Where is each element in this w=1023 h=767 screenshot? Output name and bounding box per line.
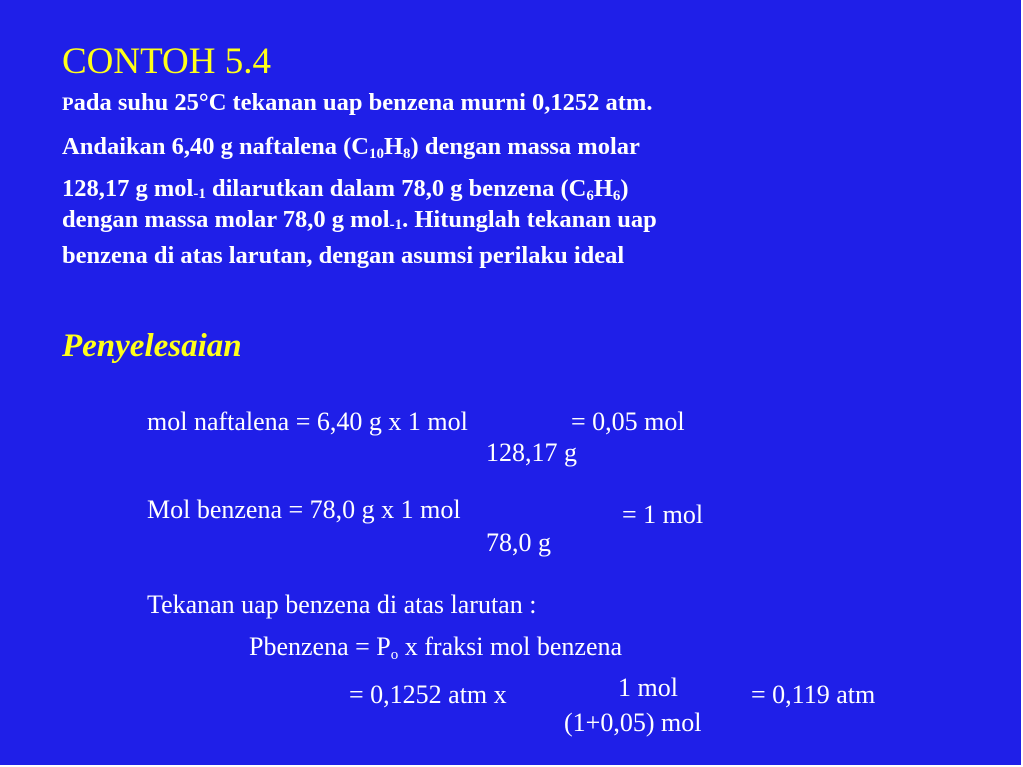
problem-line-4-part-b: . Hitunglah tekanan uap <box>402 206 657 233</box>
solution-heading: Penyelesaian <box>62 328 242 364</box>
naftalena-expression: mol naftalena = 6,40 g x 1 mol <box>147 407 468 436</box>
formula-part-a: Pbenzena = P <box>249 632 391 661</box>
formula-part-b: x fraksi mol benzena <box>398 632 623 661</box>
problem-line-3-part-d: ) <box>620 175 629 202</box>
subscript-c10: 10 <box>368 146 384 162</box>
problem-line-3-part-a: 128,17 g mol <box>62 175 194 202</box>
problem-line-2 <box>62 132 640 162</box>
benzena-denominator: 78,0 g <box>486 528 551 557</box>
problem-line-5: benzena di atas larutan, dengan asumsi perilaku ideal <box>62 242 625 269</box>
pressure-label: Tekanan uap benzena di atas larutan : <box>147 590 537 619</box>
formula-subscript-o: o <box>390 647 399 663</box>
pressure-formula <box>249 632 622 662</box>
final-numerator: 1 mol <box>618 673 678 702</box>
problem-line-3-part-b: dilarutkan dalam 78,0 g benzena (C <box>205 175 587 202</box>
final-result: = 0,119 atm <box>751 680 876 709</box>
exponent-mol-1-b: -1 <box>389 217 403 233</box>
subscript-c6: 6 <box>586 188 594 204</box>
naftalena-denominator: 128,17 g <box>486 438 577 467</box>
benzena-result: = 1 mol <box>622 500 704 529</box>
slide-title: CONTOH 5.4 <box>62 41 271 82</box>
exponent-mol-1: -1 <box>193 186 206 202</box>
subscript-h6: 6 <box>612 188 621 204</box>
final-lhs: = 0,1252 atm x <box>349 680 507 709</box>
final-denominator: (1+0,05) mol <box>564 708 702 737</box>
problem-line-1-text: ada suhu 25°C tekanan uap benzena murni 0,1252 atm. <box>73 89 653 116</box>
problem-line-1 <box>62 88 652 120</box>
problem-initial-letter: P <box>62 94 74 115</box>
problem-line-2-part-a: Andaikan 6,40 g naftalena (C <box>62 133 369 160</box>
benzena-expression: Mol benzena = 78,0 g x 1 mol <box>147 495 461 524</box>
problem-line-3-part-c: H <box>593 175 613 202</box>
subscript-h8: 8 <box>403 146 411 162</box>
problem-line-3 <box>62 174 629 204</box>
problem-line-4-part-a: dengan massa molar 78,0 g mol <box>62 206 390 233</box>
problem-line-2-part-b: H <box>383 133 404 160</box>
problem-line-2-part-c: ) dengan massa molar <box>410 133 640 160</box>
naftalena-result: = 0,05 mol <box>571 407 685 436</box>
problem-line-4 <box>62 205 657 235</box>
